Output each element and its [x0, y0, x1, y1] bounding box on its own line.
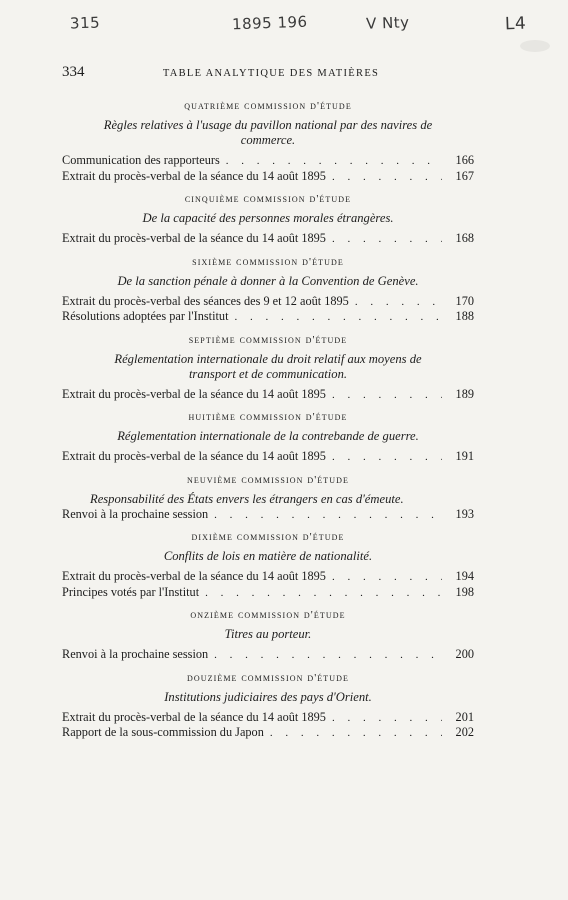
entry-text: Extrait du procès-verbal de la séance du 14 août 1895: [62, 569, 326, 583]
toc-entry: [62, 309, 474, 325]
toc-entry: [62, 294, 474, 310]
entry-page: 194: [455, 569, 474, 583]
section-subject: Responsabilité des États envers les étrangers en cas d'émeute.: [90, 491, 404, 506]
page-header: [62, 64, 480, 84]
handwritten-annotation-2: 1895 196: [231, 12, 308, 34]
section-subject: Conflits de lois en matière de nationalité.: [163, 549, 373, 563]
toc-entry: [62, 387, 474, 403]
dot-leader: [355, 295, 442, 310]
toc-section: [62, 100, 474, 184]
entry-text: Rapport de la sous-commission du Japon: [62, 725, 264, 739]
entry-page: 189: [455, 386, 474, 401]
entry-text: Extrait du procès-verbal de la séance du 14 août 1895: [62, 449, 326, 463]
toc-entry: [62, 710, 474, 726]
toc-entry: [62, 231, 474, 247]
section-subject: Institutions judiciaires des pays d'Orient.: [164, 689, 372, 704]
section-subject: Réglementation internationale du droit relatif aux moyens de transport et de communication.: [114, 351, 422, 381]
toc-entry: [62, 725, 474, 741]
entry-page: 168: [455, 231, 474, 245]
toc-section: [62, 193, 474, 247]
entry-text: Communication des rapporteurs: [62, 153, 220, 167]
toc-section: [62, 474, 474, 523]
toc-section: [62, 609, 474, 663]
entry-text: Extrait du procès-verbal de la séance du 14 août 1895: [62, 386, 326, 401]
commission-heading: neuvième commission d'étude: [186, 473, 350, 486]
commission-heading: huitième commission d'étude: [188, 411, 348, 423]
dot-leader: [332, 450, 442, 465]
commission-heading: douzième commission d'étude: [186, 671, 350, 684]
dot-leader: [270, 726, 442, 741]
entry-text: Renvoi à la prochaine session: [62, 647, 209, 661]
entry-text: Extrait du procès-verbal de la séance du 14 août 1895: [62, 168, 326, 183]
section-subject: Réglementation internationale de la contrebande de guerre.: [117, 429, 419, 443]
handwritten-annotation-4: L4: [504, 13, 527, 35]
paper-smudge: [520, 40, 550, 52]
entry-page: 201: [455, 709, 474, 724]
toc-entry: [62, 449, 474, 465]
entry-text: Extrait du procès-verbal des séances des 9 et 12 août 1895: [62, 293, 349, 308]
page-number: 334: [62, 64, 85, 80]
dot-leader: [235, 310, 443, 325]
entry-page: 170: [455, 293, 474, 308]
commission-heading: dixième commission d'étude: [191, 531, 345, 543]
toc-entry: [62, 169, 474, 185]
dot-leader: [205, 586, 442, 601]
running-title: TABLE ANALYTIQUE DES MATIÈRES: [162, 68, 380, 79]
commission-heading: sixième commission d'étude: [192, 255, 344, 268]
entry-page: 188: [455, 309, 474, 323]
dot-leader: [332, 711, 442, 726]
toc-entry: [62, 585, 474, 601]
toc-section: [62, 672, 474, 741]
commission-heading: onzième commission d'étude: [190, 609, 346, 621]
section-subject: Titres au porteur.: [224, 627, 312, 641]
entry-page: 200: [455, 647, 474, 661]
entry-page: 193: [455, 506, 474, 521]
toc-entry: [62, 569, 474, 585]
handwritten-annotation-3: V Nty: [365, 13, 410, 33]
dot-leader: [226, 154, 442, 169]
toc-section: [62, 411, 474, 465]
dot-leader: [332, 232, 442, 247]
commission-heading: cinquième commission d'étude: [184, 193, 352, 205]
entry-text: Renvoi à la prochaine session: [62, 506, 209, 521]
toc-entry: [62, 647, 474, 663]
section-subject: De la capacité des personnes morales étrangères.: [142, 211, 394, 225]
dot-leader: [214, 508, 442, 523]
toc-entry: [62, 153, 474, 169]
dot-leader: [332, 570, 442, 585]
entry-page: 191: [455, 449, 474, 463]
entry-page: 166: [455, 153, 474, 167]
section-subject: Règles relatives à l'usage du pavillon national par des navires de commerce.: [103, 118, 433, 147]
toc-section: [62, 256, 474, 325]
commission-heading: quatrième commission d'étude: [184, 100, 352, 112]
commission-heading: septième commission d'étude: [188, 333, 348, 346]
dot-leader: [332, 170, 442, 185]
entry-page: 198: [455, 584, 474, 599]
entry-page: 202: [455, 725, 474, 739]
entry-page: 167: [455, 168, 474, 183]
table-of-contents: [62, 100, 474, 750]
dot-leader: [332, 388, 442, 403]
dot-leader: [214, 648, 442, 663]
toc-entry: [62, 507, 474, 523]
toc-section: [62, 334, 474, 403]
entry-text: Principes votés par l'Institut: [62, 584, 200, 599]
toc-section: [62, 531, 474, 600]
section-subject: De la sanction pénale à donner à la Convention de Genève.: [117, 273, 419, 288]
handwritten-annotation-1: 315: [69, 13, 101, 33]
entry-text: Extrait du procès-verbal de la séance du 14 août 1895: [62, 231, 326, 245]
entry-text: Résolutions adoptées par l'Institut: [62, 309, 229, 323]
entry-text: Extrait du procès-verbal de la séance du 14 août 1895: [62, 709, 326, 724]
